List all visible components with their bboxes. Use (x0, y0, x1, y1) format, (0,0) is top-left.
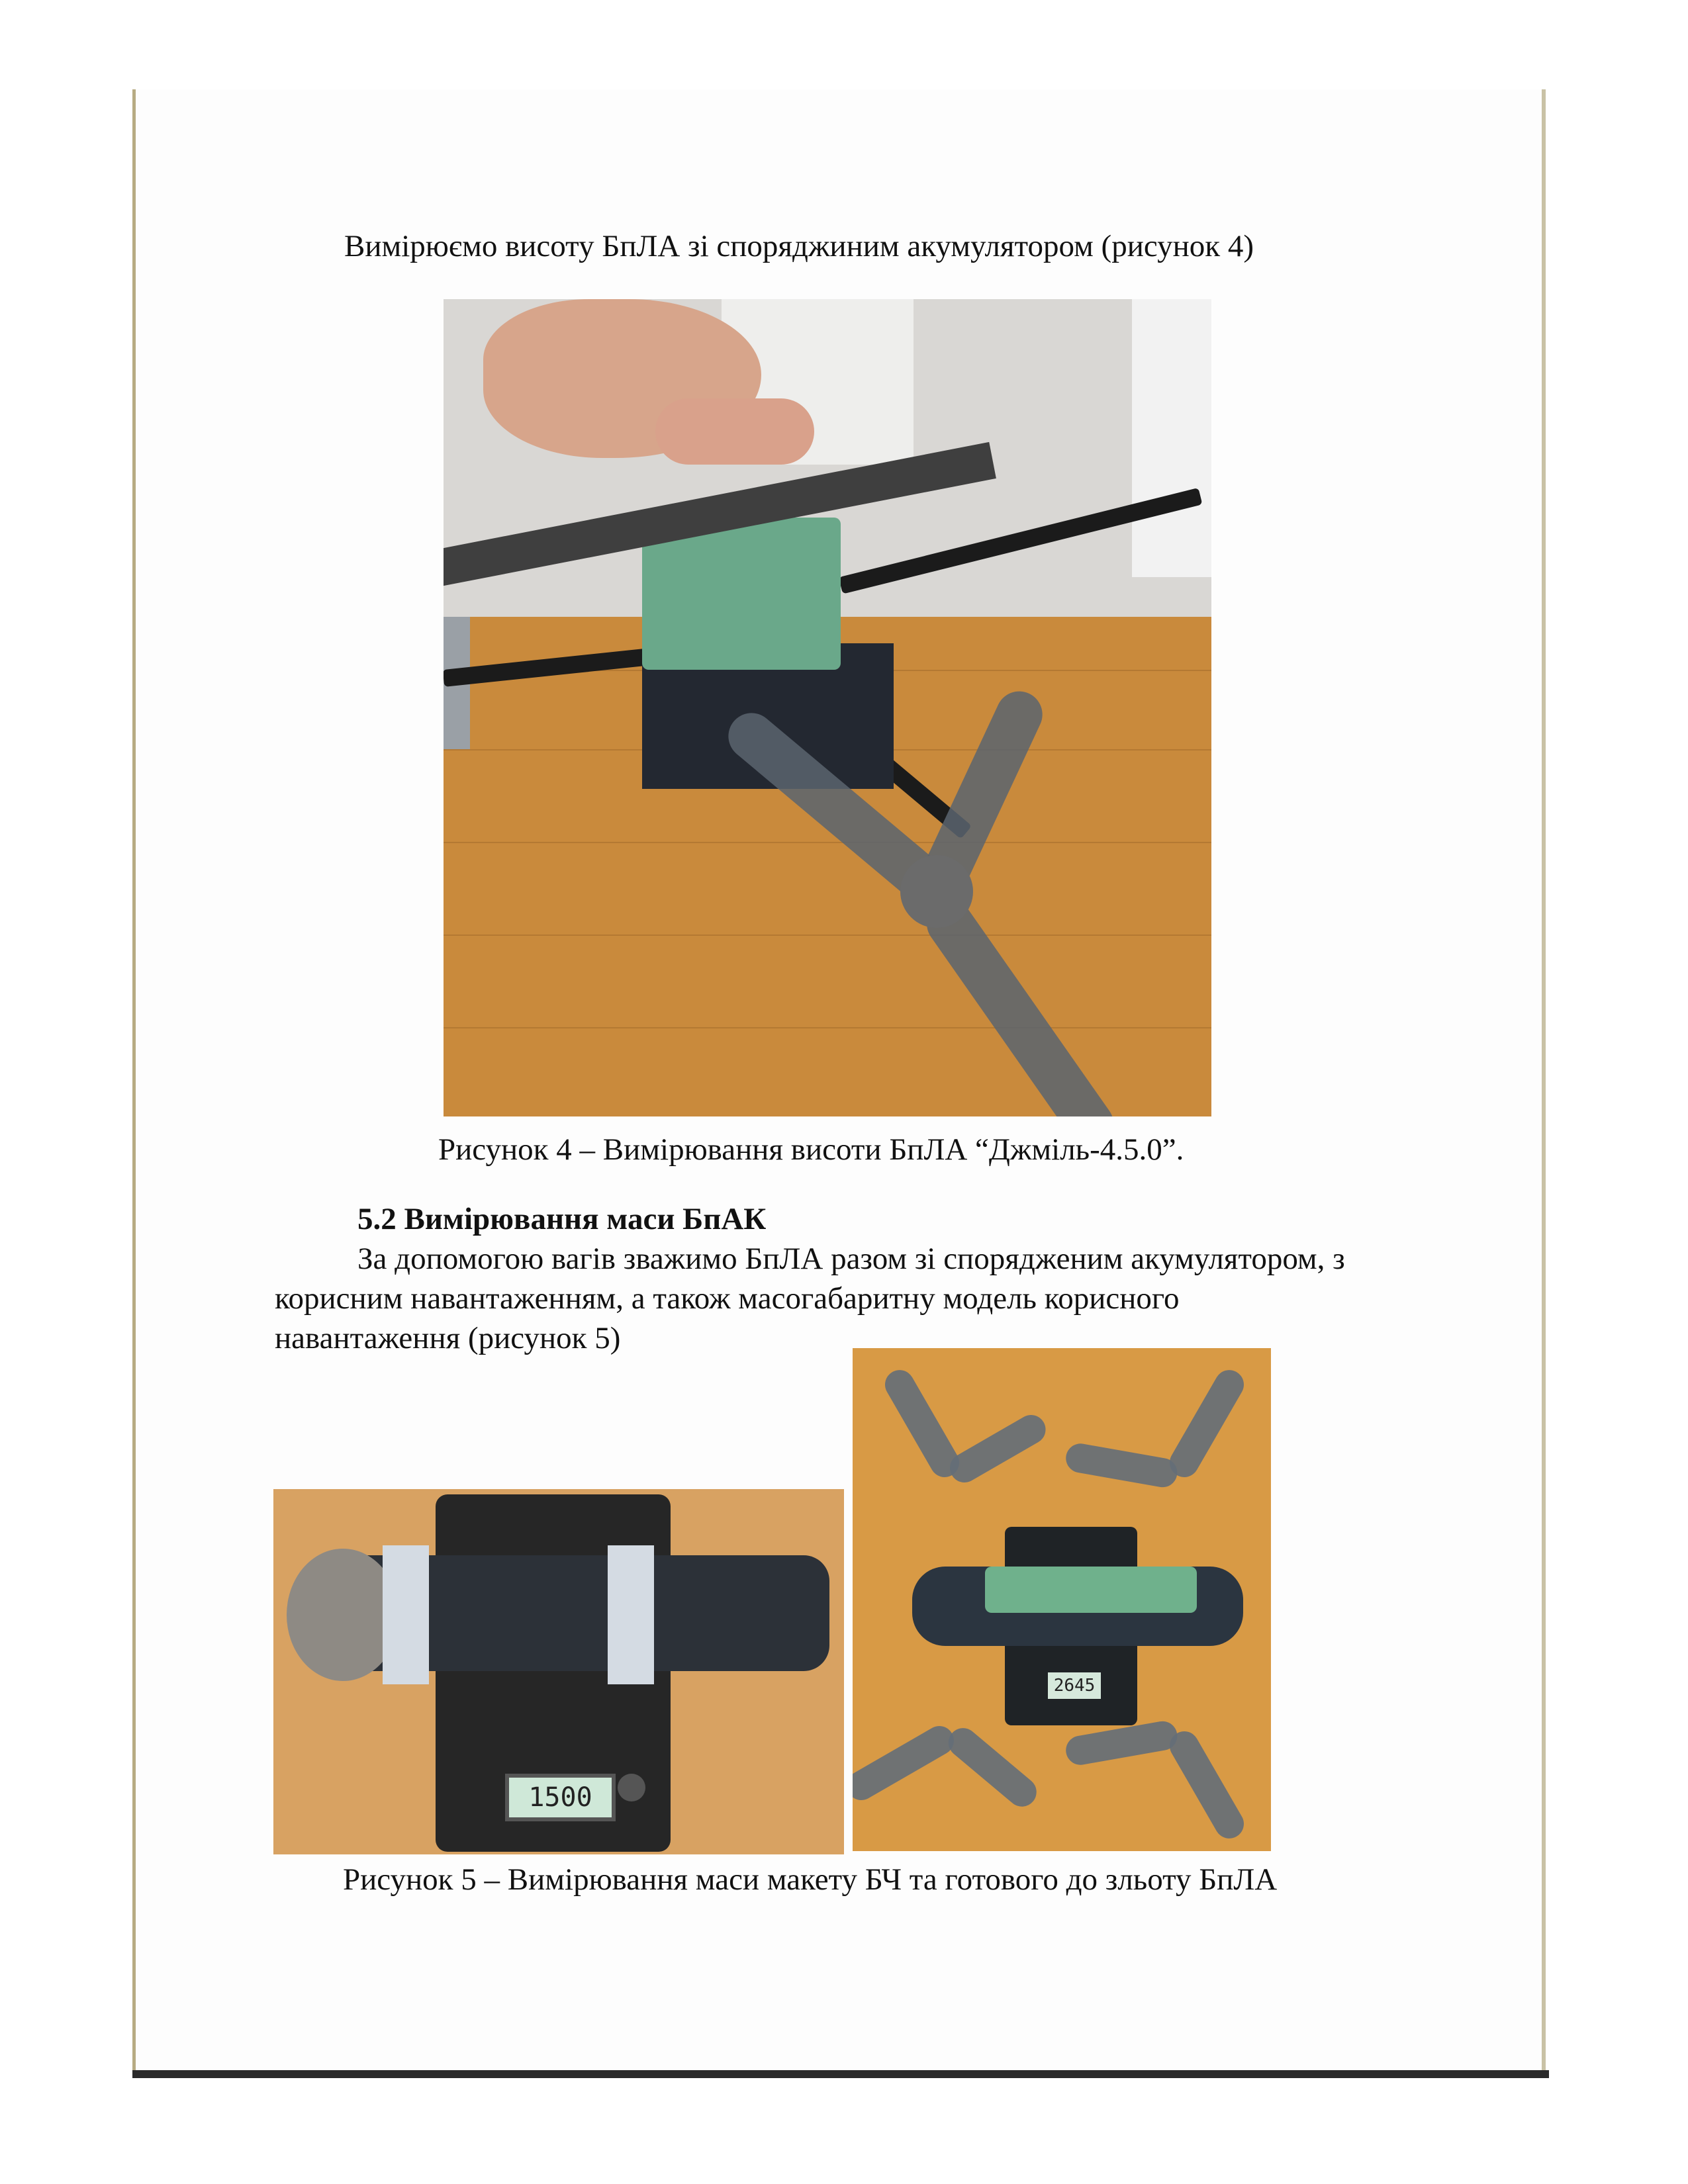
paragraph-line-2: корисним навантаженням, а також масогабаритну модель корисного (275, 1281, 1180, 1316)
propeller-blade (943, 1722, 1043, 1813)
figure-4-caption: Рисунок 4 – Вимірювання висоти БпЛА “Джміль-4.5.0”. (438, 1132, 1184, 1167)
paragraph-line-1: За допомогою вагів зважимо БпЛА разом зі спорядженим акумулятором, з (357, 1242, 1345, 1276)
figure-5-caption: Рисунок 5 – Вимірювання маси макету БЧ та готового до зльоту БпЛА (343, 1862, 1278, 1897)
scale-button (618, 1774, 645, 1801)
propeller-blade (1164, 1726, 1249, 1844)
finger (655, 398, 814, 465)
figure-5-right-photo (853, 1348, 1271, 1851)
tape-band (383, 1545, 429, 1684)
box-background-right (1132, 299, 1211, 577)
paragraph-line-3: навантаження (рисунок 5) (275, 1321, 621, 1355)
drone-arm (444, 647, 668, 687)
tape-band (608, 1545, 654, 1684)
battery (985, 1567, 1197, 1613)
figure-5-left-photo (273, 1489, 844, 1854)
section-heading: 5.2 Вимірювання маси БпАК (357, 1202, 767, 1236)
scale-display: 1500 (505, 1774, 616, 1821)
propeller-blade (853, 1721, 959, 1805)
propeller-blade (1064, 1441, 1180, 1490)
propeller-blade (1064, 1719, 1180, 1767)
motor (900, 855, 973, 928)
propeller-blade (1164, 1365, 1249, 1482)
paper-bottom-edge (132, 2070, 1549, 2078)
scale-display: 2645 (1048, 1672, 1101, 1699)
intro-sentence: Вимірюємо висоту БпЛА зі споряджиним акумулятором (рисунок 4) (344, 229, 1254, 263)
propeller-blade (945, 1410, 1051, 1488)
figure-4-photo (444, 299, 1211, 1116)
